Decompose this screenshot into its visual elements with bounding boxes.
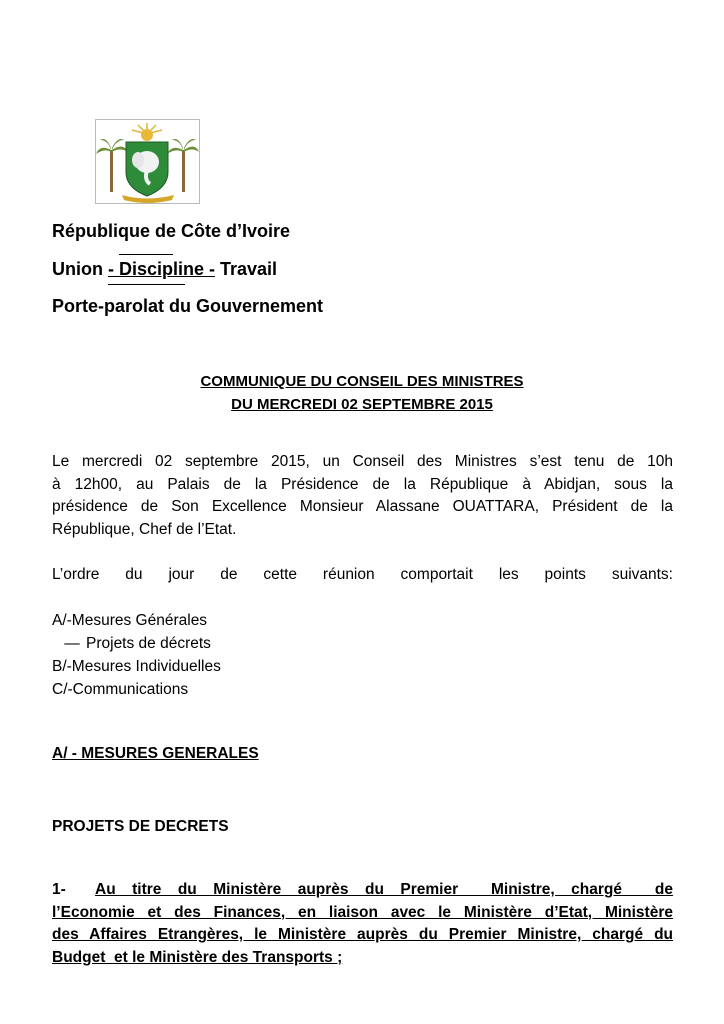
intro-paragraph (52, 451, 673, 541)
point-number: 1- (52, 881, 66, 898)
motto-part-1: Union (52, 259, 108, 279)
intro-line: à 12h00, au Palais de la Présidence de la République à Abidjan, sous la (52, 475, 673, 493)
section-subheading: PROJETS DE DECRETS (52, 818, 229, 835)
country-name: République de Côte d’Ivoire (52, 221, 291, 241)
issuing-office: Porte-parolat du Gouvernement (52, 296, 324, 316)
document-title-line-2: DU MERCREDI 02 SEPTEMBRE 2015 (231, 396, 493, 413)
point-line-text: Au titre du Ministère auprès du Premier Ministre, chargé de (95, 881, 673, 898)
agenda-list (52, 609, 221, 701)
point-line (52, 879, 673, 902)
agenda-item: B/-Mesures Individuelles (52, 658, 221, 675)
coat-of-arms-icon (96, 120, 199, 203)
agenda-item: A/-Mesures Générales (52, 612, 208, 629)
point-line: des Affaires Etrangères, le Ministère auprès du Premier Ministre, chargé du (52, 926, 673, 943)
point-line: Budget et le Ministère des Transports ; (52, 948, 343, 966)
coat-of-arms-emblem (95, 119, 200, 204)
motto-part-3: Travail (215, 259, 278, 279)
header-divider (119, 254, 173, 255)
document-title-line-1: COMMUNIQUE DU CONSEIL DES MINISTRES (200, 373, 524, 390)
intro-line: République, Chef de l’Etat. (52, 520, 237, 538)
point-1 (52, 879, 673, 969)
agenda-subitem-label: Projets de décrets (86, 635, 211, 652)
section-heading: A/ - MESURES GENERALES (52, 745, 259, 762)
national-motto (52, 259, 277, 280)
motto-part-2: - Discipline - (108, 259, 216, 279)
dash-bullet: — (64, 635, 80, 652)
point-line: l’Economie et des Finances, en liaison avec le Ministère d’Etat, Ministère (52, 903, 673, 921)
intro-line: présidence de Son Excellence Monsieur Alassane OUATTARA, Président de la (52, 498, 673, 515)
motto-divider (108, 284, 185, 285)
agenda-item: C/-Communications (52, 681, 189, 698)
agenda-subitem (52, 632, 221, 655)
intro-line: Le mercredi 02 septembre 2015, un Conseil des Ministres s’est tenu de 10h (52, 453, 673, 470)
agenda-intro: L’ordre du jour de cette réunion comportait les points suivants: (52, 566, 673, 583)
